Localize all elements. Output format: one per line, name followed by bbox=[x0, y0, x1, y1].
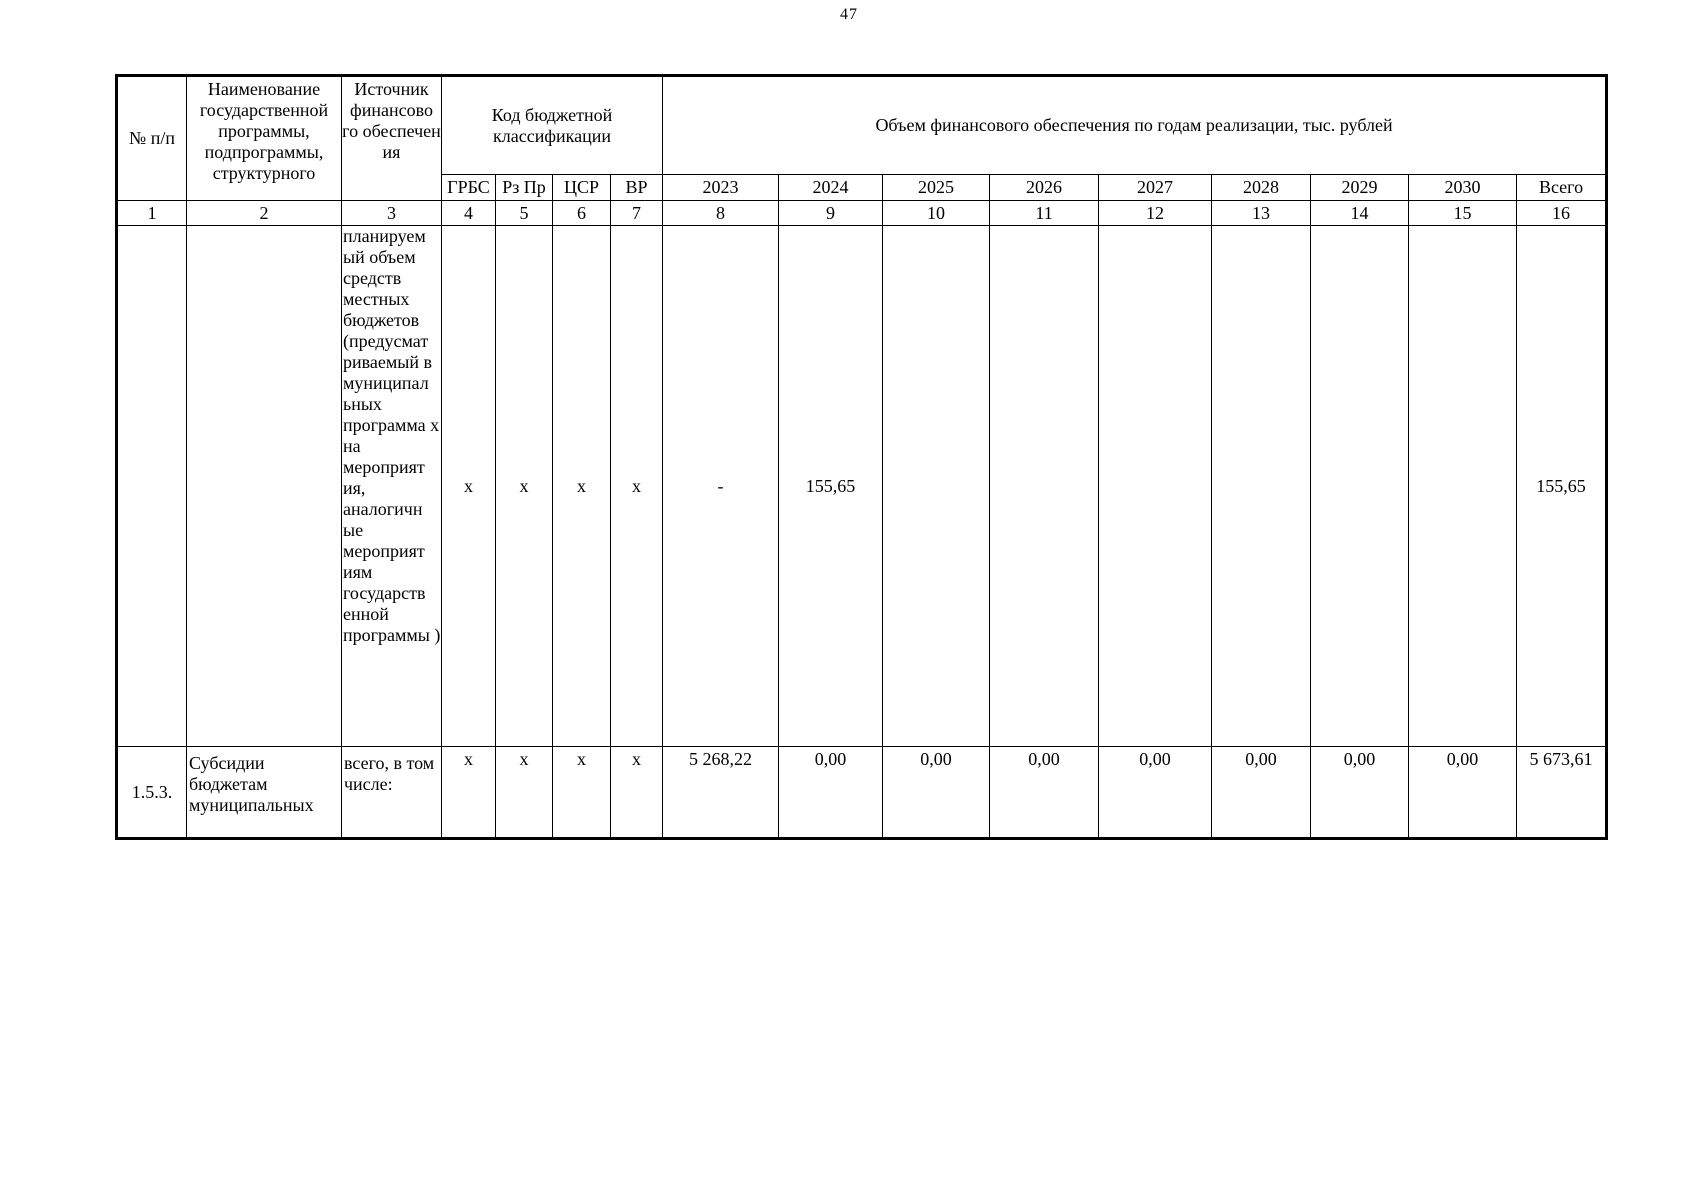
header-code-rzpr: Рз Пр bbox=[496, 175, 553, 201]
column-number: 7 bbox=[611, 201, 663, 226]
header-code-csr: ЦСР bbox=[553, 175, 611, 201]
row-value-2029 bbox=[1311, 226, 1409, 747]
header-col-kbk: Код бюджетной классификации bbox=[442, 76, 663, 175]
column-numbers-row bbox=[117, 201, 1607, 226]
column-number: 5 bbox=[496, 201, 553, 226]
header-code-grbs: ГРБС bbox=[442, 175, 496, 201]
header-code-vr: ВР bbox=[611, 175, 663, 201]
budget-table bbox=[115, 74, 1608, 840]
row-value-2030 bbox=[1409, 226, 1517, 747]
row-source: планируем ый объем средств местных бюджетов (предусмат риваемый в муниципал ьных программа х на мероприят ия, аналогичн ые мероприят иям государств енной программы ) bbox=[342, 226, 442, 747]
row-value-2027: 0,00 bbox=[1099, 747, 1212, 839]
header-year: 2027 bbox=[1099, 175, 1212, 201]
header-year: 2030 bbox=[1409, 175, 1517, 201]
column-number: 16 bbox=[1517, 201, 1607, 226]
row-name bbox=[187, 226, 342, 747]
header-col-volume: Объем финансового обеспечения по годам реализации, тыс. рублей bbox=[663, 76, 1607, 175]
table-row bbox=[117, 747, 1607, 839]
header-total: Всего bbox=[1517, 175, 1607, 201]
row-value-2023: 5 268,22 bbox=[663, 747, 779, 839]
row-source: всего, в том числе: bbox=[342, 747, 442, 839]
column-number: 1 bbox=[117, 201, 187, 226]
column-number: 9 bbox=[779, 201, 883, 226]
column-number: 12 bbox=[1099, 201, 1212, 226]
row-code-grbs: x bbox=[442, 747, 496, 839]
row-code-vr: x bbox=[611, 226, 663, 747]
row-value-2025 bbox=[883, 226, 990, 747]
row-code-rzpr: x bbox=[496, 226, 553, 747]
column-number: 4 bbox=[442, 201, 496, 226]
header-year: 2024 bbox=[779, 175, 883, 201]
row-value-2026: 0,00 bbox=[990, 747, 1099, 839]
header-year: 2023 bbox=[663, 175, 779, 201]
column-number: 11 bbox=[990, 201, 1099, 226]
row-num: 1.5.3. bbox=[117, 747, 187, 839]
column-number: 10 bbox=[883, 201, 990, 226]
column-number: 2 bbox=[187, 201, 342, 226]
row-value-2029: 0,00 bbox=[1311, 747, 1409, 839]
header-year: 2025 bbox=[883, 175, 990, 201]
page-number: 47 bbox=[840, 6, 858, 23]
header-year: 2029 bbox=[1311, 175, 1409, 201]
column-number: 8 bbox=[663, 201, 779, 226]
row-name: Субсидии бюджетам муниципальных bbox=[187, 747, 342, 839]
header-year: 2028 bbox=[1212, 175, 1311, 201]
row-value-2026 bbox=[990, 226, 1099, 747]
row-value-2024: 155,65 bbox=[779, 226, 883, 747]
header-row bbox=[117, 76, 1607, 175]
row-code-grbs: x bbox=[442, 226, 496, 747]
column-number: 3 bbox=[342, 201, 442, 226]
table-row bbox=[117, 226, 1607, 747]
row-value-total: 155,65 bbox=[1517, 226, 1607, 747]
header-year: 2026 bbox=[990, 175, 1099, 201]
row-value-2023: - bbox=[663, 226, 779, 747]
row-value-2025: 0,00 bbox=[883, 747, 990, 839]
column-number: 13 bbox=[1212, 201, 1311, 226]
header-col-source: Источник финансово го обеспечен ия bbox=[342, 76, 442, 201]
row-value-2027 bbox=[1099, 226, 1212, 747]
row-code-csr: x bbox=[553, 747, 611, 839]
header-col-num: № п/п bbox=[117, 76, 187, 201]
column-number: 14 bbox=[1311, 201, 1409, 226]
header-col-name: Наименование государственной программы, подпрограммы, структурного bbox=[187, 76, 342, 201]
row-code-csr: x bbox=[553, 226, 611, 747]
row-value-2028 bbox=[1212, 226, 1311, 747]
column-number: 6 bbox=[553, 201, 611, 226]
row-value-2024: 0,00 bbox=[779, 747, 883, 839]
row-num bbox=[117, 226, 187, 747]
row-value-total: 5 673,61 bbox=[1517, 747, 1607, 839]
column-number: 15 bbox=[1409, 201, 1517, 226]
row-value-2030: 0,00 bbox=[1409, 747, 1517, 839]
row-value-2028: 0,00 bbox=[1212, 747, 1311, 839]
row-code-vr: x bbox=[611, 747, 663, 839]
row-code-rzpr: x bbox=[496, 747, 553, 839]
